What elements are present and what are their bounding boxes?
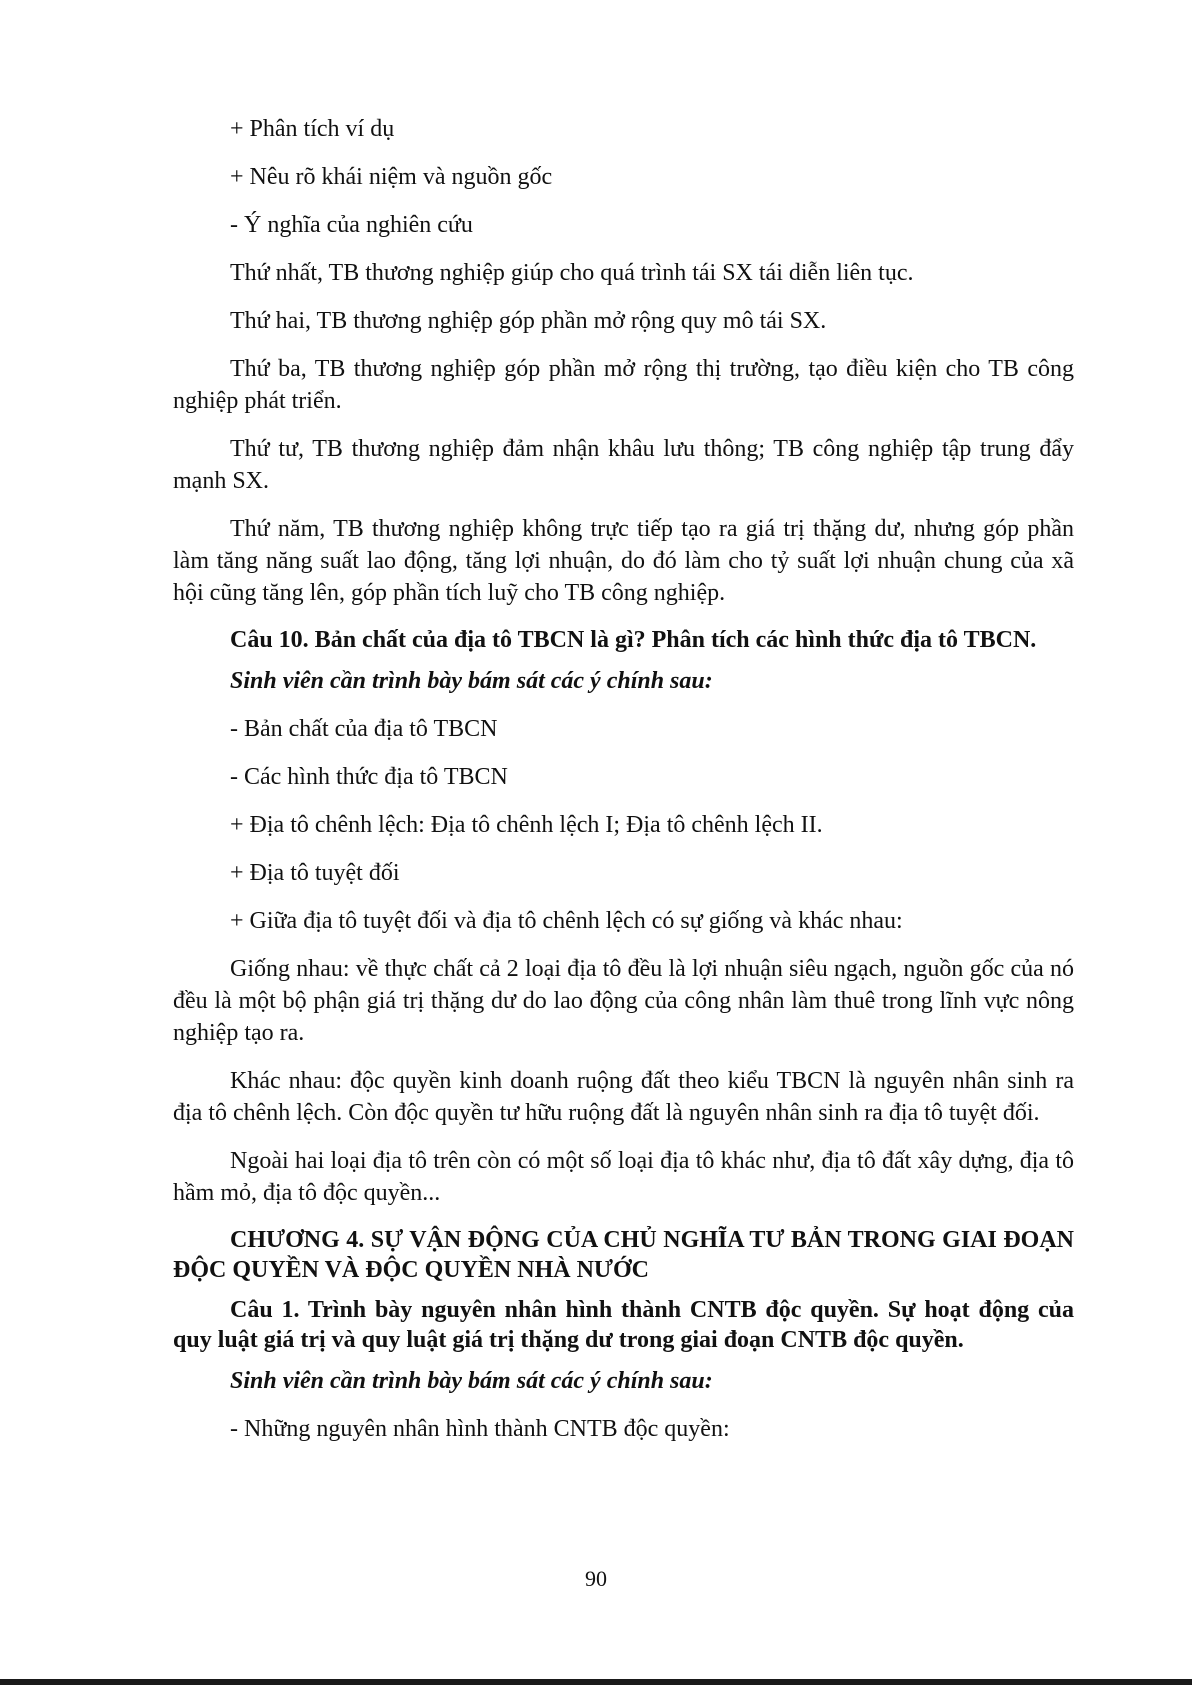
paragraph: Thứ năm, TB thương nghiệp không trực tiếp tạo ra giá trị thặng dư, nhưng góp phần làm tăng năng suất lao động, tăng lợi nhuận, do đó làm cho tỷ suất lợi nhuận chung của xã hội cũng tăng lên, góp phần tích luỹ cho TB công nghiệp. [173, 516, 1074, 606]
question-heading: Câu 10. Bản chất của địa tô TBCN là gì? Phân tích các hình thức địa tô TBCN. [230, 627, 1037, 653]
paragraph: - Ý nghĩa của nghiên cứu [230, 212, 473, 238]
page-number: 90 [585, 1566, 607, 1591]
paragraph: Thứ nhất, TB thương nghiệp giúp cho quá trình tái SX tái diễn liên tục. [230, 260, 914, 286]
paragraph: Thứ tư, TB thương nghiệp đảm nhận khâu lưu thông; TB công nghiệp tập trung đẩy mạnh SX. [173, 436, 1074, 494]
bottom-border [0, 1679, 1192, 1685]
paragraph: + Địa tô tuyệt đối [230, 860, 400, 886]
paragraph: Ngoài hai loại địa tô trên còn có một số loại địa tô khác như, địa tô đất xây dựng, địa tô hầm mỏ, địa tô độc quyền... [173, 1148, 1074, 1206]
paragraph: + Giữa địa tô tuyệt đối và địa tô chênh lệch có sự giống và khác nhau: [230, 908, 903, 934]
question-heading: Câu 1. Trình bày nguyên nhân hình thành CNTB độc quyền. Sự hoạt động của quy luật giá trị và quy luật giá trị thặng dư trong giai đoạn CNTB độc quyền. [173, 1297, 1074, 1353]
paragraph: - Những nguyên nhân hình thành CNTB độc quyền: [230, 1416, 730, 1442]
paragraph: + Phân tích ví dụ [230, 116, 395, 142]
paragraph: Thứ ba, TB thương nghiệp góp phần mở rộng thị trường, tạo điều kiện cho TB công nghiệp phát triển. [173, 356, 1074, 414]
paragraph: Thứ hai, TB thương nghiệp góp phần mở rộng quy mô tái SX. [230, 308, 827, 334]
paragraph: - Bản chất của địa tô TBCN [230, 716, 498, 742]
paragraph: + Địa tô chênh lệch: Địa tô chênh lệch I; Địa tô chênh lệch II. [230, 812, 823, 838]
paragraph: Khác nhau: độc quyền kinh doanh ruộng đất theo kiểu TBCN là nguyên nhân sinh ra địa tô chênh lệch. Còn độc quyền tư hữu ruộng đất là nguyên nhân sinh ra địa tô tuyệt đối. [173, 1068, 1074, 1126]
instruction-line: Sinh viên cần trình bày bám sát các ý chính sau: [230, 668, 713, 694]
paragraph: Giống nhau: về thực chất cả 2 loại địa tô đều là lợi nhuận siêu ngạch, nguồn gốc của nó đều là một bộ phận giá trị thặng dư do lao động của công nhân làm thuê trong lĩnh vực nông nghiệp tạo ra. [173, 956, 1074, 1046]
paragraph: + Nêu rõ khái niệm và nguồn gốc [230, 164, 553, 190]
instruction-line: Sinh viên cần trình bày bám sát các ý chính sau: [230, 1368, 713, 1394]
page-content [173, 113, 1074, 1461]
paragraph: - Các hình thức địa tô TBCN [230, 764, 508, 790]
chapter-heading: CHƯƠNG 4. SỰ VẬN ĐỘNG CỦA CHỦ NGHĨA TƯ BẢN TRONG GIAI ĐOẠN ĐỘC QUYỀN VÀ ĐỘC QUYỀN NHÀ NƯỚC [173, 1227, 1074, 1283]
